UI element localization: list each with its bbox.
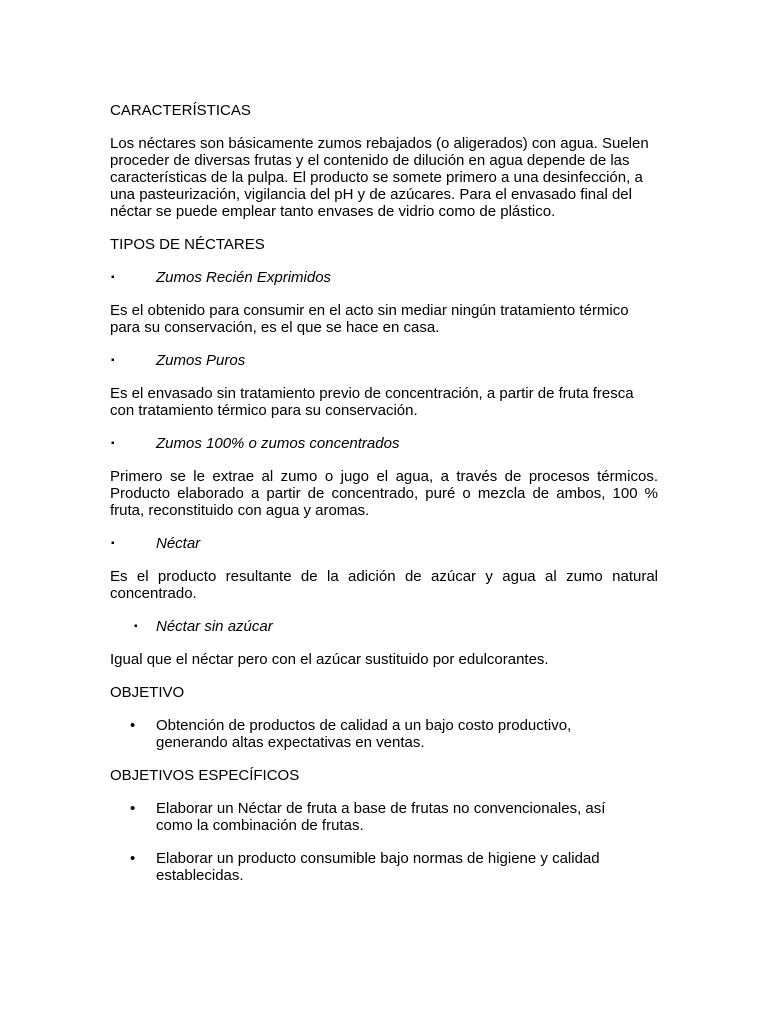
type-item-zumos-recien-exprimidos [110, 269, 658, 286]
type-item-zumos-concentrados [110, 435, 658, 452]
type-item-zumos-puros [110, 352, 658, 369]
type-description: Igual que el néctar pero con el azúcar sustituido por edulcorantes. [110, 651, 549, 668]
specific-objective-text: Elaborar un Néctar de fruta a base de frutas no convencionales, así como la combinación de frutas. [156, 800, 606, 834]
objective-text: Obtención de productos de calidad a un bajo costo productivo, generando altas expectativas en ventas. [156, 717, 572, 751]
bullet-icon: • [130, 800, 136, 817]
section-heading-tipos: TIPOS DE NÉCTARES [110, 236, 265, 253]
square-bullet-icon: ▪ [111, 438, 115, 449]
section-heading-objetivos-especificos: OBJETIVOS ESPECÍFICOS [110, 767, 300, 784]
objective-item [110, 717, 658, 751]
type-label: Néctar sin azúcar [156, 618, 273, 635]
specific-objective-text: Elaborar un producto consumible bajo normas de higiene y calidad establecidas. [156, 850, 600, 884]
document-page [110, 102, 658, 900]
specific-objective-item [110, 850, 658, 884]
type-item-nectar-sin-azucar [110, 618, 658, 635]
bullet-icon: • [130, 850, 136, 867]
square-bullet-icon: ▪ [111, 272, 115, 283]
type-description: Es el producto resultante de la adición de azúcar y agua al zumo natural concentrado. [110, 568, 658, 602]
square-bullet-icon: ▪ [111, 355, 115, 366]
square-bullet-icon: ▪ [111, 538, 115, 549]
type-label: Zumos Recién Exprimidos [156, 269, 332, 286]
type-description: Es el obtenido para consumir en el acto sin mediar ningún tratamiento térmico para su conservación, es el que se hace en casa. [110, 302, 629, 336]
section-heading-objetivo: OBJETIVO [110, 684, 185, 701]
caracteristicas-paragraph: Los néctares son básicamente zumos rebajados (o aligerados) con agua. Suelen proceder de diversas frutas y el contenido de dilución en agua depende de las características de la pulpa. El producto se somete primero a una desinfección, a una pasteurización, vigilancia del pH y de azúcares. Para el envasado final del néctar se puede emplear tanto envases de vidrio como de plástico. [110, 135, 649, 220]
square-bullet-icon: ▪ [134, 621, 138, 632]
type-label: Zumos 100% o zumos concentrados [156, 435, 400, 452]
type-label: Zumos Puros [156, 352, 246, 369]
type-description: Es el envasado sin tratamiento previo de concentración, a partir de fruta fresca con tratamiento térmico para su conservación. [110, 385, 634, 419]
section-heading-caracteristicas: CARACTERÍSTICAS [110, 102, 251, 119]
type-description: Primero se le extrae al zumo o jugo el agua, a través de procesos térmicos. Producto elaborado a partir de concentrado, puré o mezcla de ambos, 100 % fruta, reconstituido con agua y aromas. [110, 468, 658, 519]
bullet-icon: • [130, 717, 136, 734]
type-item-nectar [110, 535, 658, 552]
specific-objective-item [110, 800, 658, 834]
type-label: Néctar [156, 535, 201, 552]
